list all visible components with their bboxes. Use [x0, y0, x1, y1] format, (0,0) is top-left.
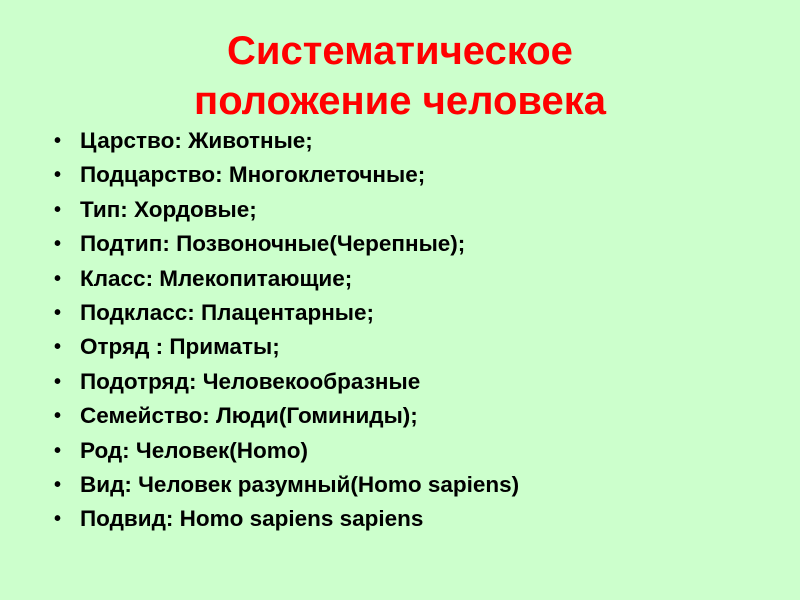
- list-item: [52, 296, 519, 330]
- bullet-icon: •: [54, 439, 62, 462]
- bullet-icon: •: [54, 508, 62, 531]
- bullet-icon: •: [54, 233, 62, 256]
- bullet-icon: •: [54, 301, 62, 324]
- slide-title: [0, 26, 800, 126]
- bullet-icon: •: [54, 267, 62, 290]
- list-item: [52, 158, 519, 192]
- list-item: [52, 502, 519, 536]
- list-item: [52, 124, 519, 158]
- list-item-text: Семейство: Люди(Гоминиды);: [80, 403, 418, 429]
- bullet-icon: •: [54, 164, 62, 187]
- list-item-text: Род: Человек(Homo): [80, 437, 309, 463]
- list-item-text: Тип: Хордовые;: [80, 196, 257, 222]
- list-item-text: Подвид: Homo sapiens sapiens: [80, 506, 424, 532]
- list-item: [52, 468, 519, 502]
- bullet-icon: •: [54, 130, 62, 152]
- list-item-text: Класс: Млекопитающие;: [80, 265, 353, 291]
- list-item: [52, 330, 519, 364]
- list-item-text: Отряд : Приматы;: [80, 334, 280, 360]
- bullet-icon: •: [54, 405, 62, 428]
- list-item-text: Вид: Человек разумный(Homo sapiens): [80, 471, 520, 497]
- slide-title-line-2: положение человека: [194, 79, 606, 123]
- slide-title-line-1: Систематическое: [227, 29, 573, 73]
- bullet-icon: •: [54, 336, 62, 359]
- list-item: [52, 227, 519, 261]
- bullet-icon: •: [54, 198, 62, 221]
- list-item-text: Подкласс: Плацентарные;: [80, 299, 375, 325]
- list-item-text: Подотряд: Человекообразные: [80, 368, 421, 394]
- list-item-text: Царство: Животные;: [80, 128, 313, 153]
- list-item: [52, 365, 519, 399]
- bullet-icon: •: [54, 370, 62, 393]
- bullet-icon: •: [54, 473, 62, 496]
- list-item-text: Подцарство: Многоклеточные;: [80, 162, 426, 188]
- taxonomy-list: [52, 124, 519, 537]
- list-item-text: Подтип: Позвоночные(Черепные);: [80, 231, 466, 257]
- list-item: [52, 399, 519, 433]
- list-item: [52, 434, 519, 468]
- list-item: [52, 193, 519, 227]
- list-item: [52, 262, 519, 296]
